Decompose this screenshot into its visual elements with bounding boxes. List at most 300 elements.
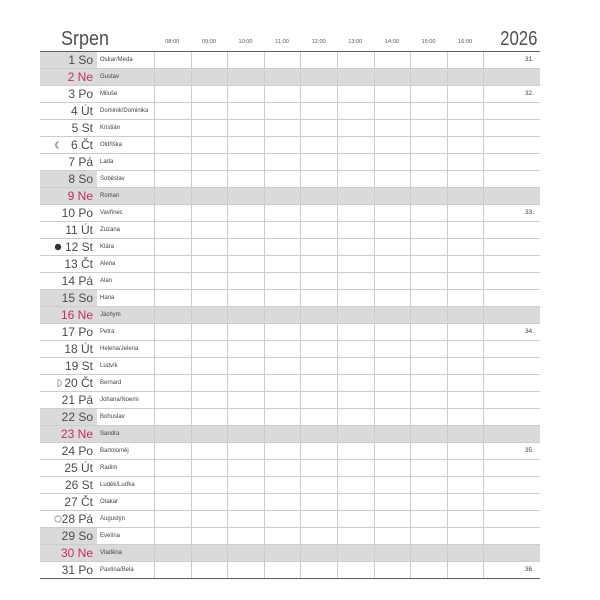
hour-cell <box>447 273 484 289</box>
hour-cell <box>264 239 301 255</box>
week-cell <box>483 341 540 357</box>
hour-label: 10:00 <box>238 39 253 45</box>
hour-cell <box>447 256 484 272</box>
hour-cell <box>154 52 191 68</box>
hour-cell <box>374 392 411 408</box>
hour-cell <box>447 290 484 306</box>
hour-cell <box>447 103 484 119</box>
hour-cell <box>154 273 191 289</box>
day-number: 24 <box>61 444 76 458</box>
hour-cell <box>300 494 337 510</box>
hour-cell <box>191 460 228 476</box>
hour-cell <box>447 171 484 187</box>
hour-cell <box>447 494 484 510</box>
hour-cell <box>154 120 191 136</box>
day-cell <box>40 392 97 408</box>
hour-cell <box>337 239 374 255</box>
week-cell <box>483 120 540 136</box>
hour-cell <box>374 222 411 238</box>
week-cell <box>483 273 540 289</box>
hour-cell <box>227 205 264 221</box>
name-day: Klára <box>100 244 115 250</box>
hour-cell <box>227 324 264 340</box>
hour-cell <box>264 392 301 408</box>
hour-cell <box>300 69 337 85</box>
hour-cell <box>410 460 447 476</box>
day-row <box>40 137 540 154</box>
hour-cell <box>264 358 301 374</box>
hour-cell <box>264 103 301 119</box>
hour-cell <box>154 256 191 272</box>
hour-cell <box>154 324 191 340</box>
name-day: Vladěna <box>100 550 123 556</box>
weekday-label: Út <box>81 342 93 356</box>
week-cell <box>483 545 540 561</box>
hour-cell <box>300 188 337 204</box>
hour-cell <box>337 171 374 187</box>
hour-label: 14:00 <box>384 39 399 45</box>
week-cell <box>483 307 540 323</box>
week-cell <box>483 222 540 238</box>
name-day: Miluše <box>100 91 118 97</box>
day-number: 6 <box>71 138 78 152</box>
hour-label: 11:00 <box>275 39 289 45</box>
day-number: 13 <box>64 257 78 271</box>
hour-cell <box>374 273 411 289</box>
day-cell <box>40 86 97 102</box>
day-label <box>62 290 93 306</box>
weekday-label: Pá <box>78 393 93 407</box>
name-day: Johana/Noemi <box>100 397 139 403</box>
day-cell <box>40 222 97 238</box>
hour-cell <box>374 52 411 68</box>
day-label <box>64 375 93 391</box>
hour-cell <box>227 341 264 357</box>
name-day: Alan <box>100 278 113 284</box>
day-number: 23 <box>61 427 75 441</box>
hour-cell <box>300 409 337 425</box>
hour-cell <box>337 120 374 136</box>
day-cell <box>40 375 97 391</box>
hour-cell <box>374 239 411 255</box>
hour-cell <box>264 324 301 340</box>
day-number: 15 <box>61 291 76 305</box>
calendar-grid <box>40 52 540 579</box>
week-cell <box>483 426 540 442</box>
hour-cell <box>337 69 374 85</box>
hour-cell <box>410 392 447 408</box>
week-cell <box>483 409 540 425</box>
hour-cell <box>154 562 191 578</box>
hour-cell <box>300 290 337 306</box>
weekday-label: Čt <box>81 376 93 390</box>
hour-cell <box>410 409 447 425</box>
name-day: Lada <box>100 159 114 165</box>
hour-cell <box>264 409 301 425</box>
name-day: Augustýn <box>100 516 126 522</box>
name-day: Radim <box>100 465 118 471</box>
day-label <box>61 307 93 323</box>
hour-cell <box>447 528 484 544</box>
day-number: 20 <box>64 376 78 390</box>
hour-cell <box>300 52 337 68</box>
hour-cell <box>410 341 447 357</box>
hour-cell <box>447 205 484 221</box>
day-row <box>40 426 540 443</box>
hour-cell <box>191 239 228 255</box>
day-row <box>40 494 540 511</box>
week-cell <box>483 256 540 272</box>
hour-cell <box>227 392 264 408</box>
week-number: 35. <box>524 447 534 454</box>
hour-cell <box>264 86 301 102</box>
hour-cell <box>264 256 301 272</box>
weekday-label: St <box>81 478 93 492</box>
day-cell <box>40 103 97 119</box>
week-cell <box>483 137 540 153</box>
name-day: Roman <box>100 193 120 199</box>
hour-cell <box>154 154 191 170</box>
week-number: 33. <box>524 209 534 216</box>
week-cell <box>483 324 540 340</box>
hour-cell <box>410 528 447 544</box>
hour-cell <box>337 528 374 544</box>
weekday-label: St <box>81 240 93 254</box>
day-cell <box>40 52 97 68</box>
day-number: 28 <box>61 512 76 526</box>
hour-cell <box>447 154 484 170</box>
hour-cell <box>300 375 337 391</box>
hour-cell <box>191 545 228 561</box>
hour-cell <box>300 324 337 340</box>
hour-cell <box>337 324 374 340</box>
day-number: 16 <box>61 308 75 322</box>
day-cell <box>40 358 97 374</box>
hour-cell <box>374 103 411 119</box>
hour-cell <box>300 477 337 493</box>
day-cell <box>40 477 97 493</box>
day-label <box>62 562 93 578</box>
hour-cell <box>300 103 337 119</box>
day-number: 22 <box>61 410 76 424</box>
hour-cell <box>300 222 337 238</box>
hour-cell <box>374 511 411 527</box>
hour-cell <box>374 188 411 204</box>
hour-cell <box>447 511 484 527</box>
hour-cell <box>447 460 484 476</box>
name-day: Zuzana <box>100 227 121 233</box>
week-cell <box>483 86 540 102</box>
hour-cell <box>191 375 228 391</box>
weekday-label: Po <box>78 87 93 101</box>
day-row <box>40 290 540 307</box>
hour-cell <box>191 171 228 187</box>
hour-cell <box>410 52 447 68</box>
day-number: 18 <box>64 342 78 356</box>
day-row <box>40 188 540 205</box>
hour-cell <box>264 443 301 459</box>
hour-cell <box>264 137 301 153</box>
hour-cell <box>191 205 228 221</box>
name-day: Alena <box>100 261 116 267</box>
hour-cell <box>410 171 447 187</box>
day-label <box>68 188 93 204</box>
hour-cell <box>337 188 374 204</box>
hour-cell <box>191 154 228 170</box>
hour-cell <box>337 137 374 153</box>
hour-cell <box>300 460 337 476</box>
hour-cell <box>264 375 301 391</box>
hour-cell <box>337 341 374 357</box>
hour-cell <box>374 205 411 221</box>
hour-cell <box>374 154 411 170</box>
day-label <box>72 120 93 136</box>
hour-cell <box>337 358 374 374</box>
day-number: 17 <box>61 325 76 339</box>
hour-label: 12:00 <box>311 39 326 45</box>
day-row <box>40 545 540 562</box>
hour-cell <box>264 426 301 442</box>
hour-cell <box>410 324 447 340</box>
week-cell <box>483 443 540 459</box>
day-cell <box>40 256 97 272</box>
day-label <box>61 426 93 442</box>
hour-cell <box>447 409 484 425</box>
day-label <box>64 460 93 476</box>
day-row <box>40 52 540 69</box>
hour-cell <box>447 137 484 153</box>
day-label <box>62 324 93 340</box>
hour-cell <box>264 120 301 136</box>
day-cell <box>40 562 97 578</box>
day-label <box>68 171 93 187</box>
weekday-label: So <box>78 53 93 67</box>
hour-cell <box>300 256 337 272</box>
hour-cell <box>154 392 191 408</box>
hour-cell <box>154 409 191 425</box>
hour-cell <box>410 562 447 578</box>
day-cell <box>40 443 97 459</box>
day-row <box>40 273 540 290</box>
weekday-label: Pá <box>78 155 93 169</box>
hour-cell <box>191 273 228 289</box>
name-day: Bartoloměj <box>100 448 129 454</box>
day-label <box>65 358 93 374</box>
day-cell <box>40 154 97 170</box>
weekday-label: Čt <box>81 138 93 152</box>
hour-cell <box>154 137 191 153</box>
day-row <box>40 239 540 256</box>
hour-cell <box>191 86 228 102</box>
hour-cell <box>300 120 337 136</box>
hour-cell <box>410 545 447 561</box>
hour-cell <box>300 528 337 544</box>
hour-cell <box>337 562 374 578</box>
hour-cell <box>374 545 411 561</box>
hour-cell <box>337 460 374 476</box>
hour-cell <box>264 307 301 323</box>
day-cell <box>40 239 97 255</box>
hour-cell <box>447 375 484 391</box>
day-row <box>40 256 540 273</box>
day-number: 7 <box>68 155 76 169</box>
new-moon-icon <box>54 243 62 251</box>
hour-cell <box>374 120 411 136</box>
hour-cell <box>410 375 447 391</box>
name-day: Ludvík <box>100 363 118 369</box>
hour-cell <box>264 205 301 221</box>
hour-cell <box>264 528 301 544</box>
name-day: Dominik/Dominika <box>100 108 149 114</box>
day-label <box>61 545 93 561</box>
hour-cell <box>154 341 191 357</box>
day-cell <box>40 120 97 136</box>
day-number: 9 <box>67 189 75 203</box>
name-day: Evelína <box>100 533 121 539</box>
hour-cell <box>447 307 484 323</box>
day-row <box>40 358 540 375</box>
hour-cell <box>410 290 447 306</box>
hour-cell <box>191 290 228 306</box>
day-row <box>40 324 540 341</box>
hour-cell <box>447 222 484 238</box>
hour-cell <box>337 494 374 510</box>
hour-cell <box>374 307 411 323</box>
weekday-label: Po <box>78 325 93 339</box>
hour-cell <box>300 137 337 153</box>
weekday-label: Po <box>78 206 93 220</box>
hour-cell <box>264 52 301 68</box>
hour-cell <box>447 392 484 408</box>
day-number: 31 <box>61 563 76 577</box>
day-label <box>62 273 93 289</box>
day-number: 3 <box>68 87 76 101</box>
hour-cell <box>300 562 337 578</box>
hour-cell <box>410 358 447 374</box>
hour-cell <box>300 358 337 374</box>
hour-cell <box>447 52 484 68</box>
day-cell <box>40 290 97 306</box>
hour-cell <box>374 460 411 476</box>
hour-cell <box>191 392 228 408</box>
hour-cell <box>337 86 374 102</box>
weekday-label: Út <box>81 461 93 475</box>
hour-cell <box>227 52 264 68</box>
hour-cell <box>191 188 228 204</box>
hour-cell <box>191 426 228 442</box>
hour-cell <box>410 307 447 323</box>
weekday-label: So <box>78 291 93 305</box>
hour-cell <box>227 103 264 119</box>
hour-cell <box>447 120 484 136</box>
day-number: 1 <box>68 53 76 67</box>
name-day: Pavlína/Bela <box>100 567 134 573</box>
hour-cell <box>227 562 264 578</box>
day-row <box>40 341 540 358</box>
hour-cell <box>191 409 228 425</box>
hour-cell <box>410 273 447 289</box>
hour-cell <box>227 477 264 493</box>
hour-label: 16:00 <box>458 39 473 45</box>
month-title: Srpen <box>61 28 110 50</box>
hour-cell <box>410 477 447 493</box>
hour-cell <box>227 222 264 238</box>
hour-cell <box>191 324 228 340</box>
hour-cell <box>154 375 191 391</box>
day-label <box>68 154 93 170</box>
week-cell <box>483 239 540 255</box>
hour-cell <box>154 103 191 119</box>
hour-cell <box>374 528 411 544</box>
hour-cell <box>227 171 264 187</box>
hour-cell <box>154 511 191 527</box>
day-label <box>71 137 93 153</box>
hour-cell <box>264 511 301 527</box>
weekday-label: So <box>78 172 93 186</box>
hour-cell <box>447 477 484 493</box>
week-cell <box>483 154 540 170</box>
day-label <box>68 52 93 68</box>
hour-cell <box>264 273 301 289</box>
name-day: Hana <box>100 295 115 301</box>
hour-cell <box>374 171 411 187</box>
hour-cell <box>227 375 264 391</box>
hour-cell <box>374 341 411 357</box>
day-label <box>62 205 93 221</box>
day-cell <box>40 273 97 289</box>
day-number: 26 <box>65 478 79 492</box>
day-number: 21 <box>61 393 76 407</box>
hour-cell <box>447 69 484 85</box>
hour-cell <box>410 120 447 136</box>
day-row <box>40 511 540 528</box>
hour-cell <box>227 307 264 323</box>
hour-label: 13:00 <box>348 39 363 45</box>
day-row <box>40 307 540 324</box>
day-row <box>40 392 540 409</box>
hour-cell <box>374 562 411 578</box>
hour-cell <box>447 341 484 357</box>
hour-cell <box>374 69 411 85</box>
day-cell <box>40 494 97 510</box>
hour-cell <box>154 545 191 561</box>
name-day: Helena/Jelena <box>100 346 139 352</box>
hour-cell <box>227 545 264 561</box>
day-row <box>40 562 540 579</box>
week-cell <box>483 562 540 578</box>
hour-cell <box>374 375 411 391</box>
week-cell <box>483 460 540 476</box>
weekday-label: Ne <box>77 189 93 203</box>
week-cell <box>483 205 540 221</box>
day-cell <box>40 409 97 425</box>
hour-cell <box>410 511 447 527</box>
weekday-label: Čt <box>81 495 93 509</box>
hour-cell <box>374 324 411 340</box>
week-number: 34. <box>524 328 534 335</box>
day-row <box>40 443 540 460</box>
hour-header <box>154 38 484 46</box>
hour-cell <box>191 52 228 68</box>
hour-cell <box>264 171 301 187</box>
weekday-label: Pá <box>78 512 93 526</box>
hour-cell <box>264 341 301 357</box>
day-label <box>64 256 93 272</box>
weekday-label: Po <box>78 563 93 577</box>
hour-cell <box>447 188 484 204</box>
hour-cell <box>264 545 301 561</box>
name-day: Bernard <box>100 380 122 386</box>
